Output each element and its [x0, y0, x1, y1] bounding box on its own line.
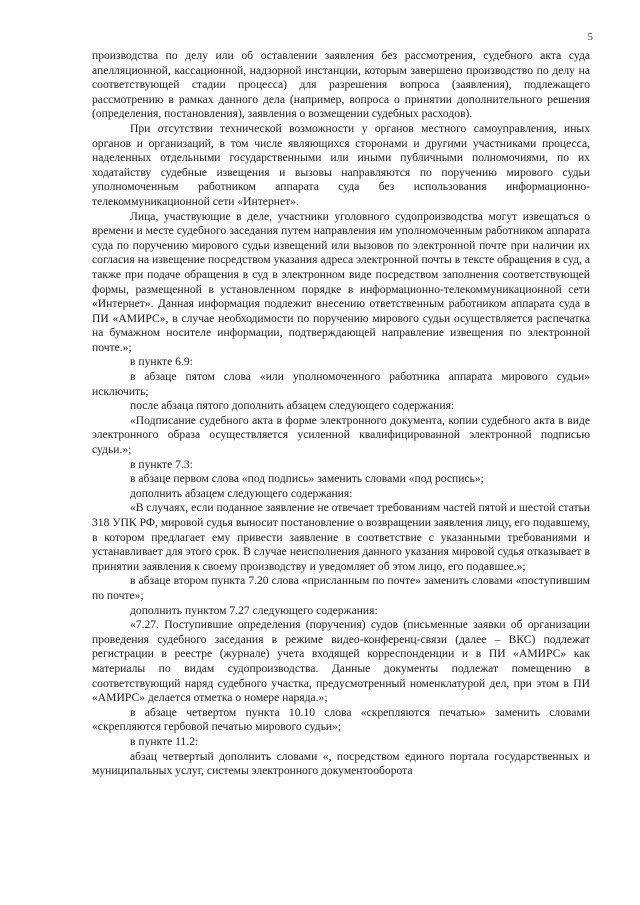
paragraph: в пункте 6.9:	[130, 355, 193, 369]
document-body	[92, 49, 590, 779]
paragraph: в абзаце пятом слова «или уполномоченного работника аппарата мирового судьи» исключить;	[92, 370, 590, 398]
paragraph: в абзаце четвертом пункта 10.10 слова «скрепляются печатью» заменить словами «скрепляются гербовой печатью мирового судьи»;	[92, 705, 590, 734]
paragraph: производства по делу или об оставлении заявления без рассмотрения, судебного акта суда апелляционной, кассационной, надзорной инстанции, которым завершено производство по делу на соответствующей стадии процесса) для разрешения вопроса (заявления), подлежащего рассмотрению в рамках данного дела (например, вопроса о принятии дополнительного решения (определения, постановления), заявления о возмещении судебных расходов).	[92, 49, 590, 121]
page-number: 5	[587, 31, 593, 43]
paragraph: в пункте 7.3:	[130, 457, 193, 471]
paragraph: «7.27. Поступившие определения (поручения) судов (письменные заявки об организации проведения судебного заседания в режиме видео-конференц-связи (далее – ВКС) подлежат регистрации в реестре (журнале) учета входящей корреспонденции и в ПИ «АМИРС» как материалы по видам судопроизводства. Данные документы подлежат помещению в соответствующий наряд судебного участка, предусмотренный номенклатурой дел, при этом в ПИ «АМИРС» делается отметка о номере наряда.»;	[92, 618, 590, 705]
paragraph: в абзаце втором пункта 7.20 слова «присланным по почте» заменить словами «поступившим по почте»;	[92, 574, 590, 602]
paragraph: «В случаях, если поданное заявление не отвечает требованиям частей пятой и шестой статьи 318 УПК РФ, мировой судья выносит постановление о возвращении заявления лицу, его подавшему, в котором предлагает ему привести заявление в соответствие с указанными требованиями и устанавливает для этого срок. В случае неисполнения данного указания мировой судья отказывает в принятии заявления к своему производству и уведомляет об этом лицо, его подавшее.»;	[92, 501, 590, 573]
paragraph: в абзаце первом слова «под подпись» заменить словами «под роспись»;	[130, 472, 484, 486]
paragraph: абзац четвертый дополнить словами «, посредством единого портала государственных и муниципальных услуг, системы электронного документооборота	[92, 749, 590, 778]
paragraph: дополнить пунктом 7.27 следующего содержания:	[130, 603, 378, 617]
paragraph: после абзаца пятого дополнить абзацем следующего содержания:	[130, 399, 455, 413]
paragraph: дополнить абзацем следующего содержания:	[130, 486, 353, 500]
paragraph: в пункте 11.2:	[130, 734, 199, 748]
paragraph: «Подписание судебного акта в форме электронного документа, копии судебного акта в виде электронного образа осуществляется усиленной квалифицированной электронной подписью судьи.»;	[92, 413, 590, 457]
paragraph: При отсутствии технической возможности у органов местного самоуправления, иных органов и организаций, в том числе являющихся сторонами и другими участниками процесса, наделенных отдельными государственными или иными публичными полномочиями, по их ходатайству судебные извещения и вызовы направляются по поручению мирового судьи уполномоченным работником аппарата суда без использования информационно-телекоммуникационной сети «Интернет».	[92, 121, 590, 208]
paragraph: Лица, участвующие в деле, участники уголовного судопроизводства могут извещаться о времени и месте судебного заседания путем направления им уполномоченным работником аппарата суда по поручению мирового судьи извещений или вызовов по электронной почте при наличии их согласия на извещение посредством указания адреса электронной почты в тексте обращения в суд, а также при подаче обращения в суд в электронном виде посредством заполнения соответствующей формы, размещенной в установленном порядке в информационно-телекоммуникационной сети «Интернет». Данная информация подлежит внесению ответственным работником аппарата суда в ПИ «АМИРС», в случае необходимости по поручению мирового судьи осуществляется распечатка на бумажном носителе информации, подтверждающей направление извещения по электронной почте.»;	[92, 209, 590, 354]
